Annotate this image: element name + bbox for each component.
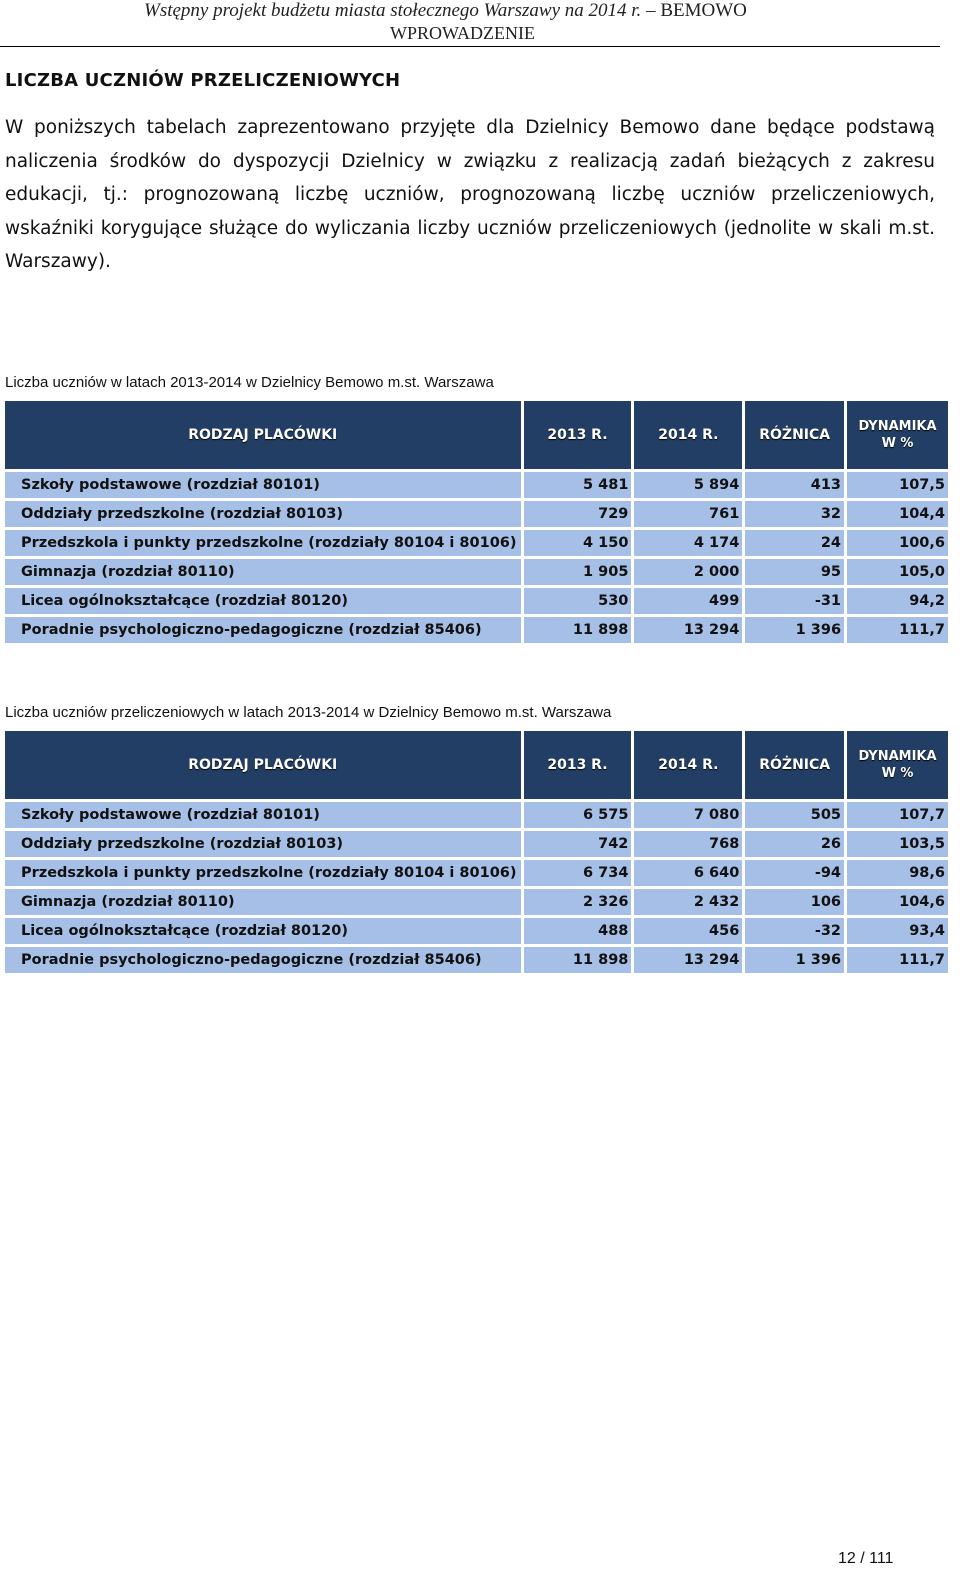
row-name: Poradnie psychologiczno-pedagogiczne (rozdział 85406) xyxy=(5,617,521,643)
row-2013-value: 5 481 xyxy=(524,472,632,498)
row-dynamics-value: 94,2 xyxy=(847,588,948,614)
row-2013-value: 488 xyxy=(524,918,632,944)
row-2013-value: 11 898 xyxy=(524,947,632,973)
header-doc-title: Wstępny projekt budżetu miasta stołecznego Warszawy na 2014 r. – xyxy=(144,0,656,21)
intro-paragraph: W poniższych tabelach zaprezentowano przyjęte dla Dzielnicy Bemowo dane będące podstawą naliczenia środków do dyspozycji Dzielnicy w związku z realizacją zadań bieżących z zakresu edukacji, tj.: prognozowaną liczbę uczniów, prognozowaną liczbę uczniów przeliczeniowych, wskaźniki korygujące służące do wyliczania liczby uczniów przeliczeniowych (jednolite w skali m.st. Warszawy). xyxy=(5,117,935,272)
row-2014-value: 499 xyxy=(634,588,742,614)
row-2014-value: 6 640 xyxy=(634,860,742,886)
table-row xyxy=(5,559,948,585)
row-dynamics-value: 104,4 xyxy=(847,501,948,527)
row-dynamics-value: 98,6 xyxy=(847,860,948,886)
row-dynamics-value: 100,6 xyxy=(847,530,948,556)
row-name: Przedszkola i punkty przedszkolne (rozdziały 80104 i 80106) xyxy=(5,860,521,886)
row-dynamics-value: 93,4 xyxy=(847,918,948,944)
row-diff-value: -94 xyxy=(745,860,844,886)
table-row xyxy=(5,802,948,828)
table-header-row xyxy=(5,401,948,469)
students-table-body xyxy=(5,472,948,643)
row-diff-value: -32 xyxy=(745,918,844,944)
header-line-2: WPROWADZENIE xyxy=(390,23,535,43)
row-dynamics-value: 104,6 xyxy=(847,889,948,915)
col-header-2013: 2013 R. xyxy=(524,731,632,799)
row-name: Gimnazja (rozdział 80110) xyxy=(5,559,521,585)
row-diff-value: 1 396 xyxy=(745,947,844,973)
row-diff-value: 95 xyxy=(745,559,844,585)
table-row xyxy=(5,889,948,915)
col-header-dynamics-line1: DYNAMIKA xyxy=(858,749,937,764)
row-dynamics-value: 111,7 xyxy=(847,947,948,973)
col-header-dynamics-line2: W % xyxy=(881,766,914,781)
page-header xyxy=(0,0,940,47)
row-dynamics-value: 105,0 xyxy=(847,559,948,585)
table-row xyxy=(5,918,948,944)
row-2013-value: 6 575 xyxy=(524,802,632,828)
weighted-students-table xyxy=(2,728,951,976)
col-header-2014: 2014 R. xyxy=(634,731,742,799)
row-diff-value: 106 xyxy=(745,889,844,915)
row-dynamics-value: 107,7 xyxy=(847,802,948,828)
row-name: Szkoły podstawowe (rozdział 80101) xyxy=(5,472,521,498)
row-2014-value: 768 xyxy=(634,831,742,857)
weighted-students-table-body xyxy=(5,802,948,973)
table-row xyxy=(5,501,948,527)
row-diff-value: 24 xyxy=(745,530,844,556)
col-header-dynamics-line2: W % xyxy=(881,436,914,451)
row-name: Licea ogólnokształcące (rozdział 80120) xyxy=(5,588,521,614)
table-row xyxy=(5,530,948,556)
row-2014-value: 4 174 xyxy=(634,530,742,556)
header-district: BEMOWO xyxy=(660,0,747,21)
col-header-2014: 2014 R. xyxy=(634,401,742,469)
row-diff-value: -31 xyxy=(745,588,844,614)
table-row xyxy=(5,947,948,973)
section-title: LICZBA UCZNIÓW PRZELICZENIOWYCH xyxy=(5,70,401,91)
row-name: Szkoły podstawowe (rozdział 80101) xyxy=(5,802,521,828)
col-header-2013: 2013 R. xyxy=(524,401,632,469)
row-2013-value: 1 905 xyxy=(524,559,632,585)
row-dynamics-value: 103,5 xyxy=(847,831,948,857)
row-diff-value: 413 xyxy=(745,472,844,498)
table-row xyxy=(5,860,948,886)
col-header-dynamics xyxy=(847,401,948,469)
row-2013-value: 6 734 xyxy=(524,860,632,886)
row-2014-value: 7 080 xyxy=(634,802,742,828)
row-2014-value: 2 000 xyxy=(634,559,742,585)
row-2014-value: 2 432 xyxy=(634,889,742,915)
row-2013-value: 729 xyxy=(524,501,632,527)
students-table xyxy=(2,398,951,646)
row-diff-value: 32 xyxy=(745,501,844,527)
col-header-diff: RÓŻNICA xyxy=(745,731,844,799)
col-header-dynamics-line1: DYNAMIKA xyxy=(858,419,937,434)
row-dynamics-value: 111,7 xyxy=(847,617,948,643)
table-row xyxy=(5,472,948,498)
row-2014-value: 456 xyxy=(634,918,742,944)
table-row xyxy=(5,617,948,643)
table-header-row xyxy=(5,731,948,799)
page-number: 12 / 111 xyxy=(838,1550,894,1567)
table-row xyxy=(5,831,948,857)
row-name: Oddziały przedszkolne (rozdział 80103) xyxy=(5,501,521,527)
row-name: Licea ogólnokształcące (rozdział 80120) xyxy=(5,918,521,944)
row-2013-value: 2 326 xyxy=(524,889,632,915)
row-2013-value: 742 xyxy=(524,831,632,857)
row-diff-value: 505 xyxy=(745,802,844,828)
header-line-1 xyxy=(144,0,747,22)
row-diff-value: 26 xyxy=(745,831,844,857)
row-2014-value: 13 294 xyxy=(634,617,742,643)
row-2014-value: 13 294 xyxy=(634,947,742,973)
row-2013-value: 4 150 xyxy=(524,530,632,556)
col-header-type: RODZAJ PLACÓWKI xyxy=(5,731,521,799)
table-1-caption: Liczba uczniów w latach 2013-2014 w Dzielnicy Bemowo m.st. Warszawa xyxy=(5,374,494,391)
row-name: Gimnazja (rozdział 80110) xyxy=(5,889,521,915)
row-2014-value: 761 xyxy=(634,501,742,527)
row-2013-value: 11 898 xyxy=(524,617,632,643)
col-header-type: RODZAJ PLACÓWKI xyxy=(5,401,521,469)
row-2014-value: 5 894 xyxy=(634,472,742,498)
row-dynamics-value: 107,5 xyxy=(847,472,948,498)
col-header-dynamics xyxy=(847,731,948,799)
row-name: Poradnie psychologiczno-pedagogiczne (rozdział 85406) xyxy=(5,947,521,973)
table-2-caption: Liczba uczniów przeliczeniowych w latach 2013-2014 w Dzielnicy Bemowo m.st. Warszawa xyxy=(5,704,612,721)
row-diff-value: 1 396 xyxy=(745,617,844,643)
row-name: Oddziały przedszkolne (rozdział 80103) xyxy=(5,831,521,857)
col-header-diff: RÓŻNICA xyxy=(745,401,844,469)
table-row xyxy=(5,588,948,614)
row-name: Przedszkola i punkty przedszkolne (rozdziały 80104 i 80106) xyxy=(5,530,521,556)
row-2013-value: 530 xyxy=(524,588,632,614)
